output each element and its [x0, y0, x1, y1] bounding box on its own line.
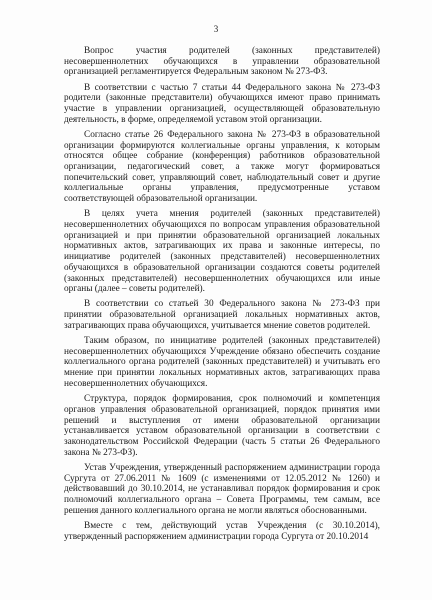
paragraph-4: В целях учета мнения родителей (законных представителей) несовершеннолетних обучающихся по вопросам управления образовательной организацией и при принятии образовательной организацией локальных нормативных актов, затрагивающих их права и законные интересы, по инициативе родителей (законных представителей) несовершеннолетних обучающихся в образовательной организации создаются советы родителей (законных представителей) несовершеннолетних обучающихся или иные органы (далее – советы родителей).	[64, 209, 380, 295]
paragraph-3: Согласно статье 26 Федерального закона № 273-ФЗ в образовательной организации формируются коллегиальные органы управления, к которым относятся общее собрание (конференция) работников образовательной организации, педагогический совет, а также могут формироваться попечительский совет, управляющий совет, наблюдательный совет и другие коллегиальные органы управления, предусмотренные уставом соответствующей образовательной организации.	[64, 129, 380, 205]
paragraph-6: Таким образом, по инициативе родителей (законных представителей) несовершеннолетних обучающихся Учреждение обязано обеспечить создание коллегиального органа родителей (законных представителей) и учитывать его мнение при принятии локальных нормативных актов, затрагивающих права несовершеннолетних обучающихся.	[64, 336, 380, 389]
paragraph-9: Вместе с тем, действующий устав Учреждения (с 30.10.2014), утвержденный распоряжением администрации города Сургута от 20.10.2014	[64, 520, 380, 542]
document-body	[64, 46, 380, 547]
paragraph-2: В соответствии с частью 7 статьи 44 Федерального закона № 273-ФЗ родители (законные представители) обучающихся имеют право принимать участие в управлении организацией, осуществляющей образовательную деятельность, в форме, определяемой уставом этой организации.	[64, 82, 380, 125]
paragraph-7: Структура, порядок формирования, срок полномочий и компетенция органов управления образовательной организацией, порядок принятия ими решений и выступления от имени образовательной организации устанавливается уставом образовательной организации в соответствии с законодательством Российской Федерации (часть 5 статьи 26 Федерального закона № 273-ФЗ).	[64, 394, 380, 458]
paragraph-1: Вопрос участия родителей (законных представителей) несовершеннолетних обучающихся в управлении образовательной организацией регламентируется Федеральным законом № 273-ФЗ.	[64, 46, 380, 78]
paragraph-8: Устав Учреждения, утвержденный распоряжением администрации города Сургута от 27.06.2011 № 1609 (с изменениями от 12.05.2012 № 1260) и действовавший до 30.10.2014, не устанавливал порядок формирования и срок полномочий коллегиального органа – Совета Программы, тем самым, все решения данного коллегиального органа не могли являться обоснованными.	[64, 462, 380, 516]
page-number: 3	[213, 24, 219, 34]
paragraph-5: В соответствии со статьей 30 Федерального закона № 273-ФЗ при принятии образовательной организацией локальных нормативных актов, затрагивающих права обучающихся, учитывается мнение советов родителей.	[64, 299, 380, 331]
